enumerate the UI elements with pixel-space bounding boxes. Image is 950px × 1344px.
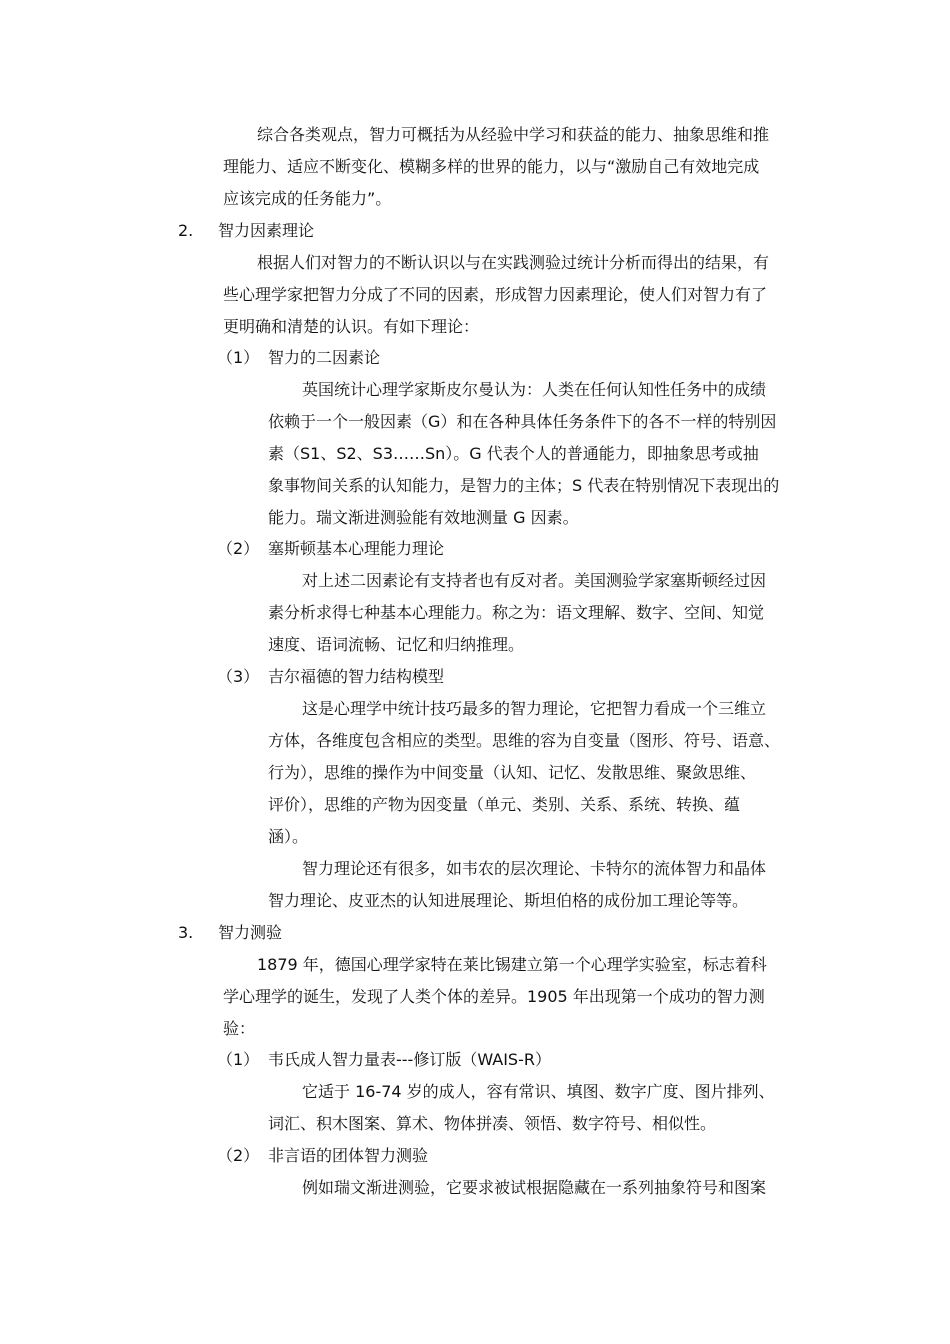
subsection-title: 智力的二因素论 (268, 348, 381, 367)
subsection-number: （1） (217, 348, 260, 367)
paragraph-line: 例如瑞文渐进测验，它要求被试根据隐藏在一系列抽象符号和图案 (302, 1178, 767, 1197)
paragraph-line: 方体，各维度包含相应的类型。思维的容为自变量（图形、符号、语意、 (268, 731, 781, 750)
subsection-number: （2） (217, 539, 260, 558)
subsection-title: 塞斯顿基本心理能力理论 (268, 539, 445, 558)
paragraph-line: 它适于 16-74 岁的成人，容有常识、填图、数字广度、图片排列、 (302, 1082, 775, 1101)
paragraph-line: 智力理论、皮亚杰的认知进展理论、斯坦伯格的成份加工理论等等。 (268, 891, 749, 910)
subsection-title: 非言语的团体智力测验 (268, 1146, 429, 1165)
paragraph-line: 验： (223, 1019, 256, 1038)
paragraph-line: 素分析求得七种基本心理能力。称之为：语文理解、数字、空间、知觉 (268, 603, 765, 622)
paragraph-line: 综合各类观点，智力可概括为从经验中学习和获益的能力、抽象思维和推 (257, 125, 770, 144)
subsection-title: 吉尔福德的智力结构模型 (268, 667, 445, 686)
paragraph-line: 速度、语词流畅、记忆和归纳推理。 (268, 635, 525, 654)
paragraph-line: 象事物间关系的认知能力，是智力的主体；S 代表在特别情况下表现出的 (268, 476, 780, 495)
paragraph-line: 这是心理学中统计技巧最多的智力理论，它把智力看成一个三维立 (302, 699, 767, 718)
paragraph-line: 行为），思维的操作为中间变量（认知、记忆、发散思维、聚敛思维、 (268, 763, 757, 782)
section-number: 2. (178, 221, 194, 240)
paragraph-line: 对上述二因素论有支持者也有反对者。美国测验学家塞斯顿经过因 (302, 571, 767, 590)
paragraph-line: 能力。瑞文渐进测验能有效地测量 G 因素。 (268, 508, 579, 527)
paragraph-line: 应该完成的任务能力”。 (223, 189, 392, 208)
paragraph-line: 素（S1、S2、S3……Sn）。G 代表个人的普通能力，即抽象思考或抽 (268, 444, 759, 463)
paragraph-line: 1879 年，德国心理学家特在莱比锡建立第一个心理学实验室，标志着科 (257, 955, 767, 974)
paragraph-line: 学心理学的诞生，发现了人类个体的差异。1905 年出现第一个成功的智力测 (223, 987, 765, 1006)
subsection-number: （3） (217, 667, 260, 686)
paragraph-line: 理能力、适应不断变化、模糊多样的世界的能力，以与“激励自己有效地完成 (223, 157, 760, 176)
paragraph-line: 评价），思维的产物为因变量（单元、类别、关系、系统、转换、蕴 (268, 795, 741, 814)
paragraph-line: 依赖于一个一般因素（G）和在各种具体任务条件下的各不一样的特别因 (268, 412, 777, 431)
section-title: 智力测验 (218, 923, 283, 942)
paragraph-line: 英国统计心理学家斯皮尔曼认为：人类在任何认知性任务中的成绩 (302, 380, 767, 399)
paragraph-line: 智力理论还有很多，如韦农的层次理论、卡特尔的流体智力和晶体 (302, 859, 767, 878)
paragraph-line: 涵）。 (268, 827, 309, 846)
section-number: 3. (178, 923, 194, 942)
paragraph-line: 根据人们对智力的不断认识以与在实践测验过统计分析而得出的结果，有 (257, 253, 770, 272)
subsection-title: 韦氏成人智力量表---修订版（WAIS-R） (268, 1050, 551, 1069)
paragraph-line: 些心理学家把智力分成了不同的因素，形成智力因素理论，使人们对智力有了 (223, 285, 768, 304)
paragraph-line: 词汇、积木图案、算术、物体拼凑、领悟、数字符号、相似性。 (268, 1114, 717, 1133)
subsection-number: （2） (217, 1146, 260, 1165)
subsection-number: （1） (217, 1050, 260, 1069)
paragraph-line: 更明确和清楚的认识。有如下理论： (223, 317, 480, 336)
section-title: 智力因素理论 (218, 221, 315, 240)
